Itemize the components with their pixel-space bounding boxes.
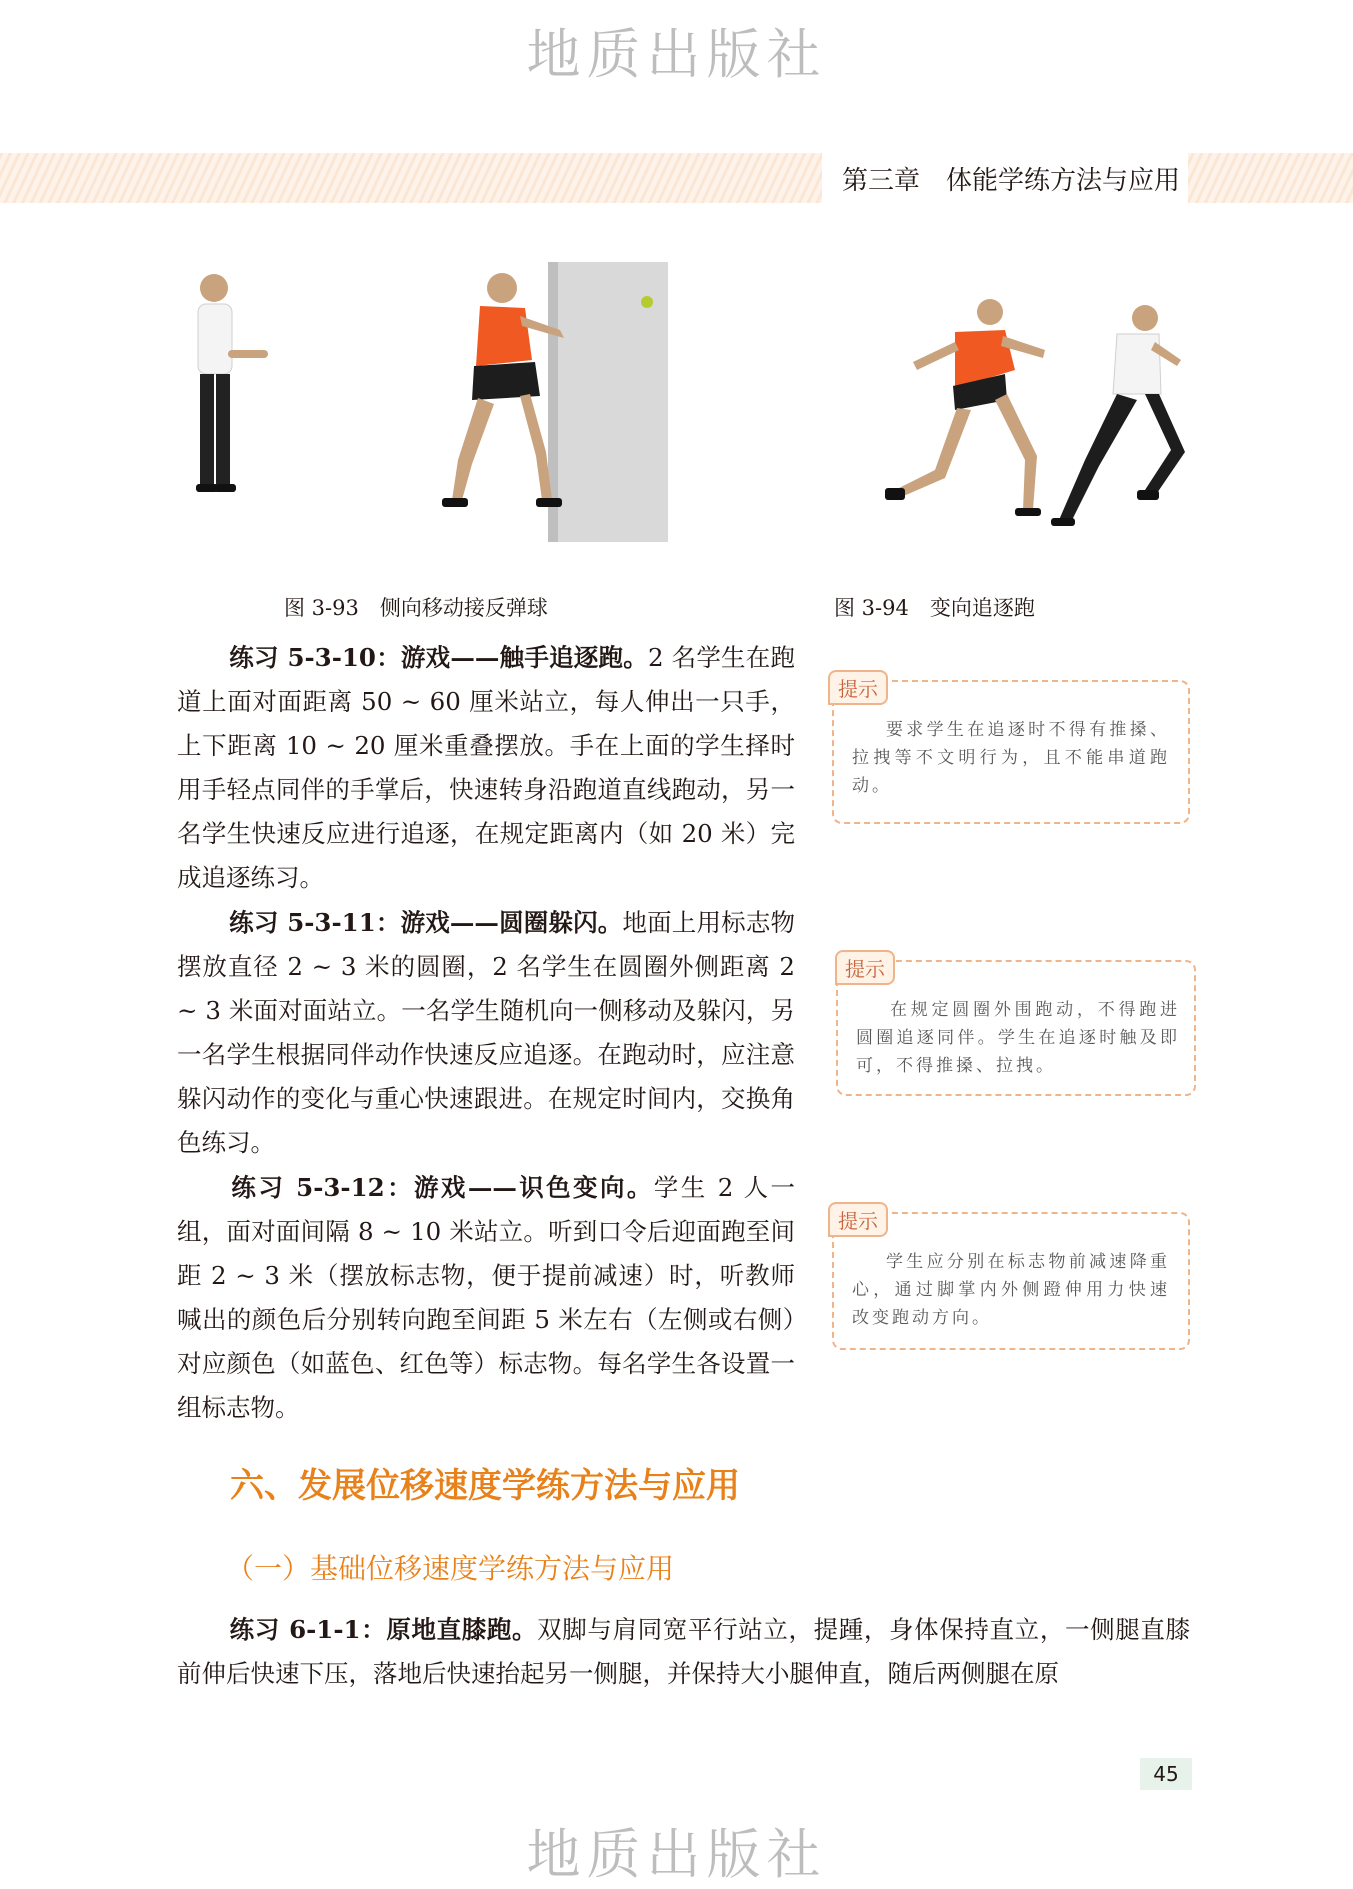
- subsection-title: （一）基础位移速度学练方法与应用: [226, 1552, 675, 1585]
- exercise-5-3-10: [177, 636, 795, 900]
- exercise-text: 2 名学生在跑道上面对面距离 50 ~ 60 厘米站立，每人伸出一只手，上下距离 10 ~ 20 厘米重叠摆放。手在上面的学生择时用手轻点同伴的手掌后，快速转身沿跑道直线跑动，另一名学生快速反应进行追逐，在规定距离内（如 20 米）完成追逐练习。: [177, 643, 796, 892]
- exercise-lead: 练习 5-3-12：游戏——识色变向。: [229, 1173, 654, 1202]
- figure-3-93-image: [180, 260, 700, 580]
- exercise-6-1-1: [177, 1608, 1190, 1696]
- tip-text: 学生应分别在标志物前减速降重心，通过脚掌内外侧蹬伸用力快速改变跑动方向。: [852, 1252, 1170, 1328]
- exercise-lead: 练习 5-3-11：游戏——圆圈躲闪。: [229, 908, 623, 937]
- section-title: 六、发展位移速度学练方法与应用: [230, 1466, 740, 1506]
- figure-3-93-caption: 图 3-93 侧向移动接反弹球: [284, 596, 548, 620]
- tip-label: 提示: [835, 950, 895, 985]
- tip-text: 要求学生在追逐时不得有推搡、拉拽等不文明行为，且不能串道跑动。: [852, 720, 1170, 796]
- exercise-lead: 练习 5-3-10：游戏——触手追逐跑。: [229, 643, 648, 672]
- exercise-text: 双脚与肩同宽平行站立，提踵，身体保持直立，一侧腿直膝前伸后快速下压，落地后快速抬起另一侧腿，并保持大小腿伸直，随后两侧腿在原: [177, 1615, 1190, 1688]
- tip-label: 提示: [828, 670, 888, 705]
- tip-label: 提示: [828, 1202, 888, 1237]
- watermark-top: 地质出版社: [526, 23, 827, 86]
- exercise-5-3-12: [177, 1166, 795, 1430]
- exercise-text: 地面上用标志物摆放直径 2 ~ 3 米的圆圈，2 名学生在圆圈外侧距离 2 ~ 3 米面对面站立。一名学生随机向一侧移动及躲闪，另一名学生根据同伴动作快速反应追逐。在跑动时，应注意躲闪动作的变化与重心快速跟进。在规定时间内，交换角色练习。: [177, 908, 795, 1157]
- figure-3-94-image: [855, 290, 1185, 540]
- watermark-bottom: 地质出版社: [526, 1823, 827, 1886]
- figure-3-94-caption: 图 3-94 变向追逐跑: [834, 596, 1035, 620]
- page-number: 45: [1140, 1758, 1192, 1790]
- exercise-text: 学生 2 人一组，面对面间隔 8 ~ 10 米站立。听到口令后迎面跑至间距 2 ~ 3 米（摆放标志物，便于提前减速）时，听教师喊出的颜色后分别转向跑至间距 5 米左右（左侧或右侧）对应颜色（如蓝色、红色等）标志物。每名学生各设置一组标志物。: [177, 1173, 795, 1422]
- exercise-lead: 练习 6-1-1：原地直膝跑。: [229, 1615, 538, 1644]
- chapter-title: 第三章 体能学练方法与应用: [842, 166, 1181, 196]
- tip-text: 在规定圆圈外围跑动，不得跑进圆圈追逐同伴。学生在追逐时触及即可，不得推搡、拉拽。: [856, 1000, 1180, 1076]
- exercise-5-3-11: [177, 901, 795, 1165]
